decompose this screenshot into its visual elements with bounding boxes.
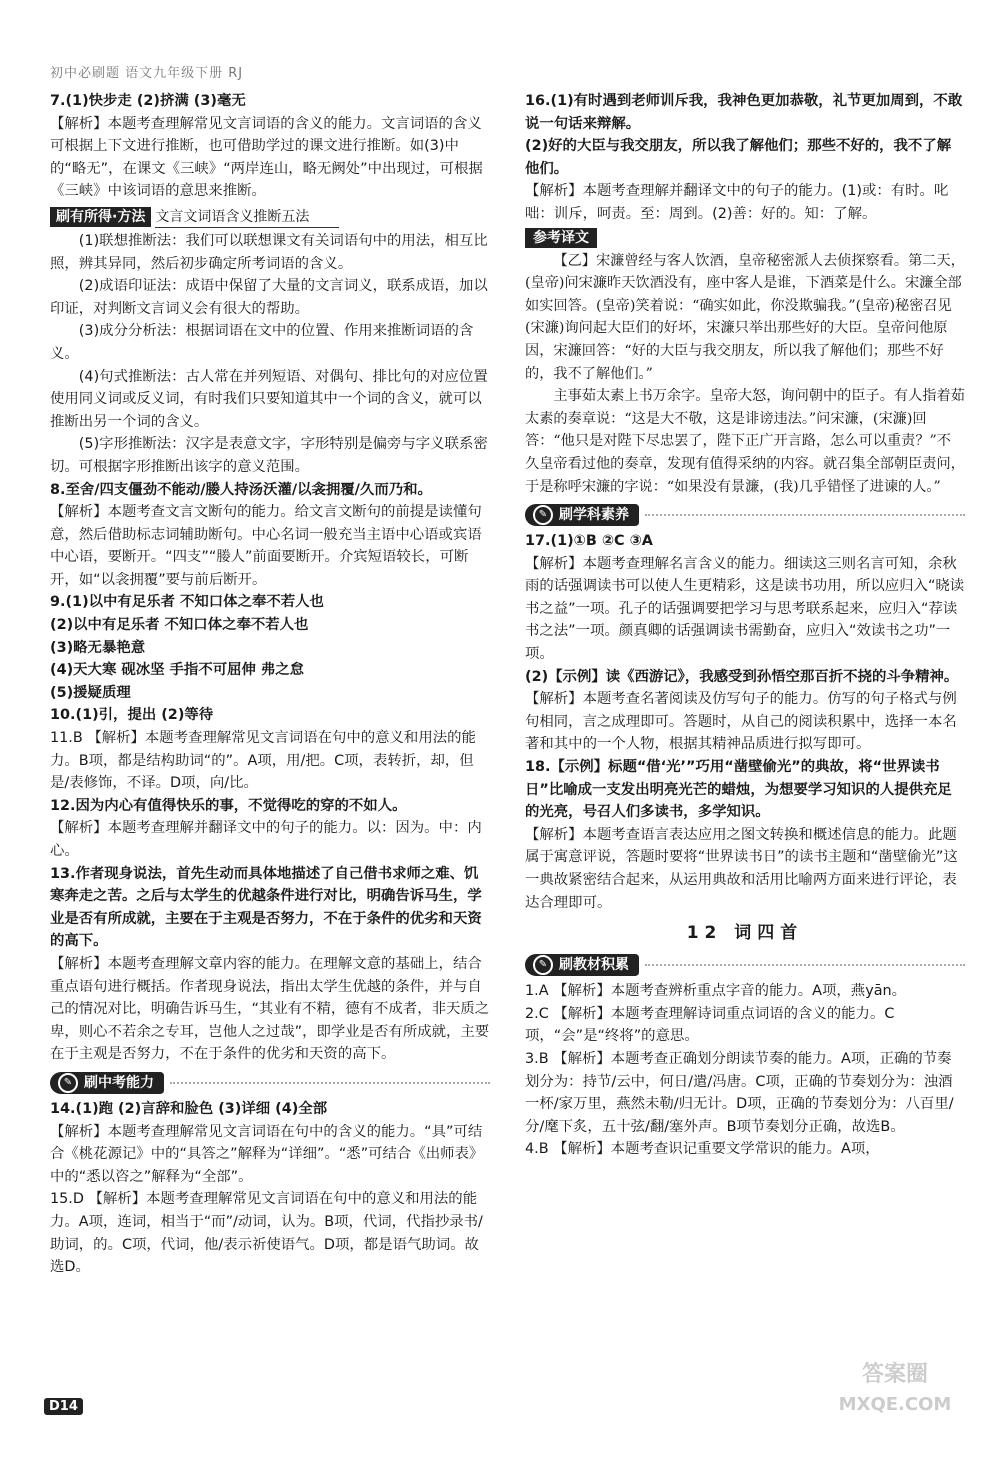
answer-line: (2)好的大臣与我交朋友，所以我了解他们；那些不好的，我不了解他们。 — [525, 138, 952, 177]
watermark-line2: MXQE.COM — [838, 1394, 952, 1415]
section-heading — [525, 504, 965, 526]
answer-line: 7.(1)快步走 (2)挤满 (3)毫无 — [50, 93, 246, 109]
answer-line: 10.(1)引，提出 (2)等待 — [50, 707, 214, 724]
lesson-title: 12 词四首 — [686, 923, 804, 944]
section-heading — [525, 954, 965, 976]
analysis-paragraph: 【解析】本题考查理解并翻译文中的句子的能力。以：因为。中：内心。 — [50, 820, 482, 859]
pen-icon: ✎ — [58, 1073, 78, 1093]
method-item: (3)成分分析法：根据词语在文中的位置、作用来推断词语的含义。 — [50, 323, 474, 362]
answer-line: 16.(1)有时遇到老师训斥我，我神色更加恭敬，礼节更加周到，不敢说一句话来辩解。 — [525, 93, 963, 132]
answer-line: (5)援疑质理 — [50, 684, 131, 701]
analysis-paragraph: 2.C 【解析】本题考查理解诗词重点词语的含义的能力。C项，“会”是“终将”的意思。 — [525, 1005, 895, 1045]
section-tag — [50, 1072, 164, 1094]
answer-line: 8.至舍/四支僵劲不能动/媵人持汤沃灌/以衾拥覆/久而乃和。 — [50, 481, 432, 498]
analysis-paragraph: 4.B 【解析】本题考查识记重要文学常识的能力。A项， — [525, 1141, 880, 1158]
dotted-rule — [645, 964, 965, 966]
analysis-paragraph: 【解析】本题考查语言表达应用之图文转换和概述信息的能力。此题属于寓意评说，答题时要将“世界读书日”的读书主题和“凿壁偷光”这一典故紧密结合起来，从运用典故和活用比喻两方面来进行评论，表达合理即可。 — [525, 826, 958, 911]
pen-icon: ✎ — [533, 505, 553, 525]
analysis-paragraph: 【解析】本题考查理解常见文言词语的含义的能力。文言词语的含义可根据上下文进行推断，也可借助学过的课文进行推断。如(3)中的“略无”，在课文《三峡》“两岸连山，略无阙处”中出现过，可根据《三峡》中该词语的意思来推断。 — [50, 115, 483, 200]
method-item: (4)句式推断法：古人常在并列短语、对偶句、排比句的对应位置使用同义词或反义词，有时我们只要知道其中一个词的含义，就可以推断出另一个词的含义。 — [50, 368, 488, 430]
section-title: 刷学科素养 — [559, 507, 629, 524]
answer-line: (4)天大寒 砚冰坚 手指不可屈伸 弗之怠 — [50, 662, 305, 679]
page-number: D14 — [44, 1398, 83, 1415]
left-column — [50, 90, 490, 1279]
watermark-line1: 答案圈 — [861, 1362, 928, 1387]
method-banner-title: 文言文词语含义推断五法 — [155, 207, 339, 228]
method-item: (1)联想推断法：我们可以联想课文有关词语句中的用法，相互比照，辨其异同，然后初步确定所考词语的含义。 — [50, 232, 488, 272]
running-header: 初中必刷题 语文九年级下册 RJ — [50, 66, 244, 81]
answer-line: 9.(1)以中有足乐者 不知口体之奉不若人也 — [50, 594, 324, 611]
right-column — [525, 90, 965, 1161]
analysis-paragraph: 【解析】本题考查文言文断句的能力。给文言文断句的前提是读懂句意，然后借助标志词辅助断句。中心名词一般充当主语中心语或宾语中心语，要断开。“四支”“媵人”前面要断开。介宾短语较长，可断开，如“以衾拥覆”要与前后断开。 — [50, 504, 482, 588]
method-item: (5)字形推断法：汉字是表意文字，字形特别是偏旁与字义联系密切。可根据字形推断出该字的意义范围。 — [50, 436, 488, 475]
analysis-paragraph: 【解析】本题考查理解名言含义的能力。细读这三则名言可知，余秋雨的话强调读书可以使人生更精彩，这是读书功用，所以应归入“晓读书之益”一项。孔子的话强调要把学习与思考联系起来，应归入“荐读书之法”一项。颜真卿的话强调读书需勤奋，应归入“效读书之功”一项。 — [525, 555, 965, 663]
analysis-paragraph: 【解析】本题考查名著阅读及仿写句子的能力。仿写的句子格式与例句相同，言之成理即可。答题时，从自己的阅读积累中，选择一本名著和其中的一个人物，根据其精神品质进行拟写即可。 — [525, 691, 957, 753]
method-banner — [50, 207, 490, 228]
answer-line: (2)【示例】读《西游记》，我感受到孙悟空那百折不挠的斗争精神。 — [525, 668, 959, 685]
answer-line: 12.因为内心有值得快乐的事，不觉得吃的穿的不如人。 — [50, 797, 407, 814]
section-tag — [525, 954, 639, 976]
reference-translation-label: 参考译文 — [525, 228, 597, 248]
translation-paragraph: 主事茹太素上书万余字。皇帝大怒，询问朝中的臣子。有人指着茹太素的奏章说：“这是大不敬，这是诽谤违法。”问宋濂，(宋濂)回答：“他只是对陛下尽忠罢了，陛下正广开言路，怎么可以重责？”不久皇帝看过他的奏章，发现有值得采纳的内容。就召集全部朝臣责问，于是称呼宋濂的字说：“如果没有景濂，(我)几乎错怪了进谏的人。” — [525, 388, 965, 495]
answer-line: 17.(1)①B ②C ③A — [525, 533, 653, 550]
section-title: 刷教材积累 — [559, 957, 629, 974]
analysis-paragraph: 【解析】本题考查理解常见文言词语在句中的含义的能力。“具”可结合《桃花源记》中的“具答之”解释为“详细”。“悉”可结合《出师表》中的“悉以咨之”解释为“全部”。 — [50, 1123, 484, 1185]
analysis-paragraph: 15.D 【解析】本题考查理解常见文言词语在句中的意义和用法的能力。A项，连词，相当于“而”/动词，认为。B项，代词，代指抄录书/助词，的。C项，代词，他/表示祈使语气。D项，都是语气助词。故选D。 — [50, 1191, 483, 1276]
reference-heading — [525, 226, 965, 250]
analysis-paragraph: 1.A 【解析】本题考查辨析重点字音的能力。A项，燕yān。 — [525, 983, 907, 1000]
analysis-paragraph: 【解析】本题考查理解文章内容的能力。在理解文意的基础上，结合重点语句进行概括。作者现身说法，指出太学生优越的条件，并与自己的情况对比，明确告诉马生，“其业有不精，德有不成者，非天质之卑，则心不若余之专耳，岂他人之过哉”，即学业是否有所成就，主要在于主观是否努力，不在于条件的优劣和天资的高下。 — [50, 955, 490, 1063]
analysis-paragraph: 【解析】本题考查理解并翻译文中的句子的能力。(1)或：有时。叱咄：训斥，呵责。至：周到。(2)善：好的。知：了解。 — [525, 183, 949, 222]
section-heading — [50, 1072, 490, 1094]
answer-line: (3)略无暴艳意 — [50, 639, 146, 656]
section-tag — [525, 504, 639, 526]
dotted-rule — [645, 514, 965, 516]
answer-line: 18.【示例】标题“借‘光’”巧用“凿壁偷光”的典故，将“世界读书日”比喻成一支发出明亮光芒的蜡烛，为想要学习知识的人提供充足的光亮，号召人们多读书，多学知识。 — [525, 759, 952, 821]
answer-line: 13.作者现身说法，首先生动而具体地描述了自己借书求师之难、饥寒奔走之苦。之后与太学生的优越条件进行对比，明确告诉马生，学业是否有所成就，主要在于主观是否努力，不在于条件的优劣和天资的高下。 — [50, 865, 482, 950]
pen-icon: ✎ — [533, 955, 553, 975]
section-title: 刷中考能力 — [84, 1074, 154, 1091]
analysis-paragraph: 3.B 【解析】本题考查正确划分朗读节奏的能力。A项，正确的节奏划分为：持节/云中，何日/遣/冯唐。C项，正确的节奏划分为：浊酒一杯/家万里，燕然未勒/归无计。D项，正确的节奏划分为：八百里/分/麾下炙，五十弦/翻/塞外声。B项节奏划分正确，故选B。 — [525, 1050, 954, 1135]
dotted-rule — [170, 1082, 490, 1084]
watermark-logo — [820, 1360, 970, 1440]
answer-line: (2)以中有足乐者 不知口体之奉不若人也 — [50, 617, 309, 634]
method-item: (2)成语印证法：成语中保留了大量的文言词义，联系成语，加以印证，对判断文言词义会有很大的帮助。 — [50, 278, 488, 317]
answer-line: 14.(1)跑 (2)言辞和脸色 (3)详细 (4)全部 — [50, 1100, 328, 1117]
translation-paragraph: 【乙】宋濂曾经与客人饮酒，皇帝秘密派人去侦探察看。第二天，(皇帝)问宋濂昨天饮酒没有，座中客人是谁，下酒菜是什么。宋濂全部如实回答。(皇帝)笑着说：“确实如此，你没欺骗我。”(皇帝)秘密召见(宋濂)询问起大臣们的好坏，宋濂只举出那些好的大臣。皇帝问他原因，宋濂回答：“好的大臣与我交朋友，所以我了解他们；那些不好的，我不了解他们。” — [525, 252, 965, 382]
analysis-paragraph: 11.B 【解析】本题考查理解常见文言词语在句中的意义和用法的能力。B项，都是结构助词“的”。A项，用/把。C项，表转折，却，但是/表修饰，不译。D项，向/比。 — [50, 730, 476, 792]
method-banner-label: 刷有所得·方法 — [50, 207, 151, 227]
